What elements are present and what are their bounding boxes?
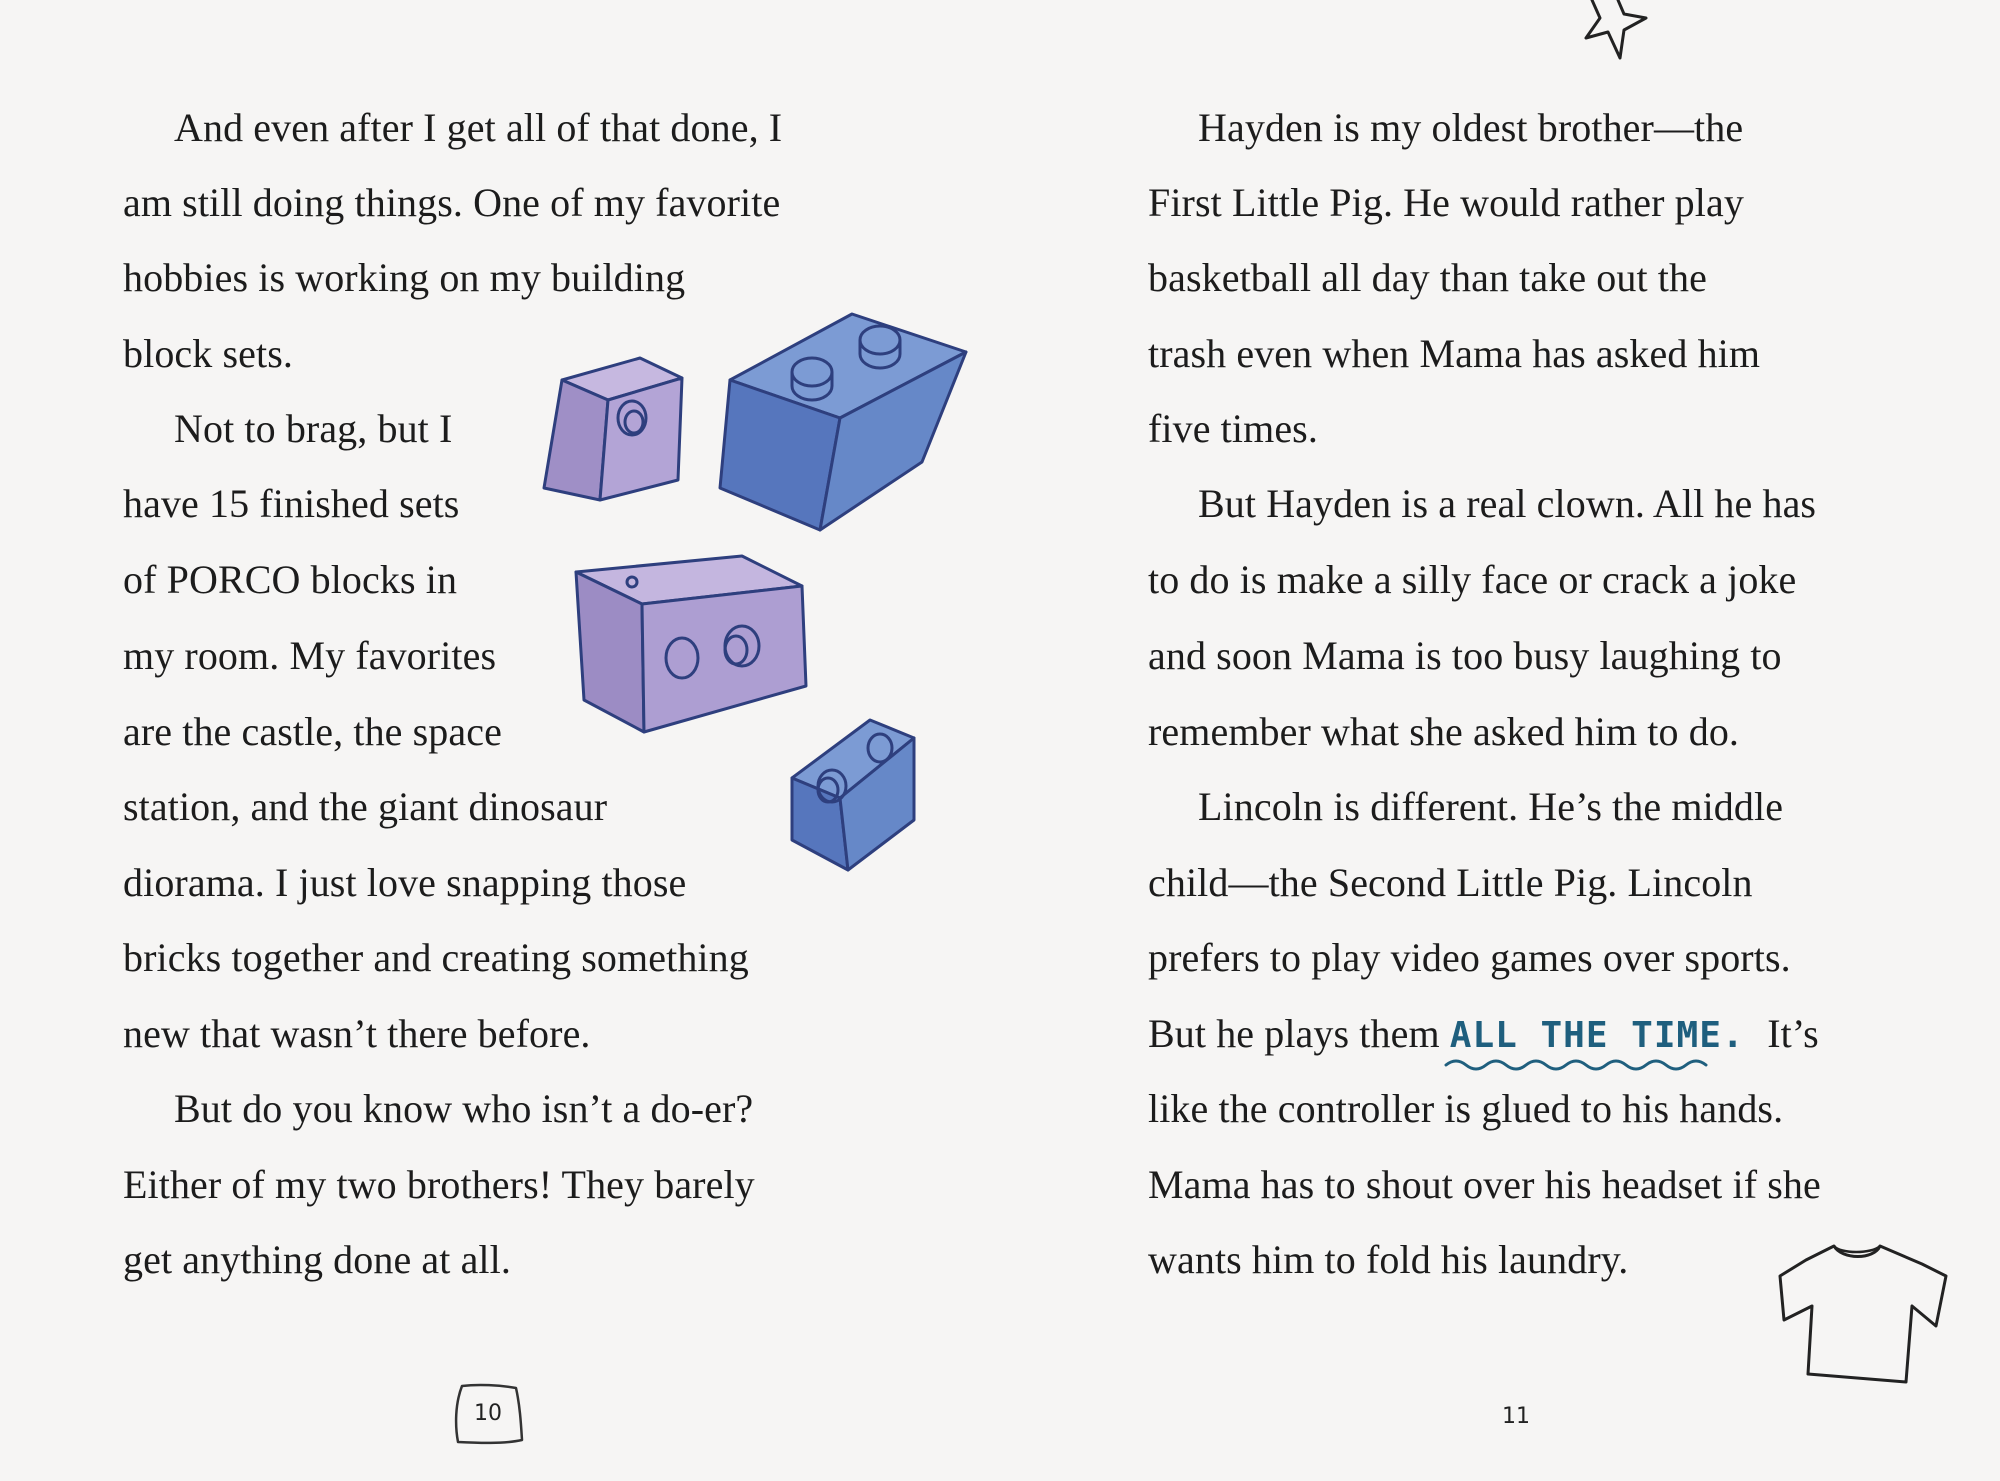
page-number-left: 10 [474, 1401, 502, 1426]
text-line: hobbies is working on my building [123, 255, 686, 300]
text-segment: But he plays them [1148, 1011, 1440, 1056]
blue-small-block [792, 720, 914, 870]
text-line: basketball all day than take out the [1148, 255, 1707, 300]
text-segment: It’s [1767, 1011, 1819, 1056]
text-line: block sets. [123, 331, 293, 376]
emphasis-text-line [1148, 1010, 1819, 1060]
text-line: Mama has to shout over his headset if she [1148, 1162, 1821, 1207]
right-page [1000, 0, 2000, 1481]
purple-long-block [576, 556, 806, 732]
text-line: wants him to fold his laundry. [1148, 1237, 1629, 1282]
text-line: trash even when Mama has asked him [1148, 331, 1761, 376]
text-line: Hayden is my oldest brother—the [1198, 105, 1744, 150]
building-blocks-illustration [530, 300, 990, 900]
text-line: child—the Second Little Pig. Lincoln [1148, 860, 1753, 905]
text-line: and soon Mama is too busy laughing to [1148, 633, 1782, 678]
purple-cube-block [544, 358, 682, 500]
text-line: five times. [1148, 406, 1318, 451]
text-line: And even after I get all of that done, I [174, 105, 783, 150]
star-doodle-icon [1578, 0, 1650, 62]
text-line: First Little Pig. He would rather play [1148, 180, 1744, 225]
squiggle-underline [1444, 1055, 1714, 1075]
text-line: Not to brag, but I [174, 406, 453, 451]
text-line: to do is make a silly face or crack a joke [1148, 557, 1797, 602]
text-line: have 15 finished sets [123, 481, 460, 526]
text-line: Lincoln is different. He’s the middle [1198, 784, 1784, 829]
text-line: diorama. I just love snapping those [123, 860, 687, 905]
text-line: my room. My favorites [123, 633, 497, 678]
text-line: like the controller is glued to his hands. [1148, 1086, 1784, 1131]
text-line: of PORCO blocks in [123, 557, 458, 602]
text-line: station, and the giant dinosaur [123, 784, 608, 829]
text-line: But Hayden is a real clown. All he has [1198, 481, 1817, 526]
text-line: get anything done at all. [123, 1237, 511, 1282]
hand-lettered-emphasis [1450, 1015, 1767, 1056]
text-line: prefers to play video games over sports. [1148, 935, 1791, 980]
t-shirt-icon [1776, 1236, 1956, 1386]
text-line: bricks together and creating something [123, 935, 749, 980]
blue-large-block [720, 314, 966, 530]
text-line: am still doing things. One of my favorite [123, 180, 781, 225]
text-line: remember what she asked him to do. [1148, 709, 1740, 754]
text-line: But do you know who isn’t a do-er? [174, 1086, 754, 1131]
text-line: Either of my two brothers! They barely [123, 1162, 755, 1207]
text-line: are the castle, the space [123, 709, 502, 754]
page-number-right: 11 [1502, 1404, 1530, 1429]
emphasis-text: ALL THE TIME. [1449, 1015, 1745, 1056]
text-line: new that wasn’t there before. [123, 1011, 591, 1056]
page-number-box [452, 1382, 524, 1446]
